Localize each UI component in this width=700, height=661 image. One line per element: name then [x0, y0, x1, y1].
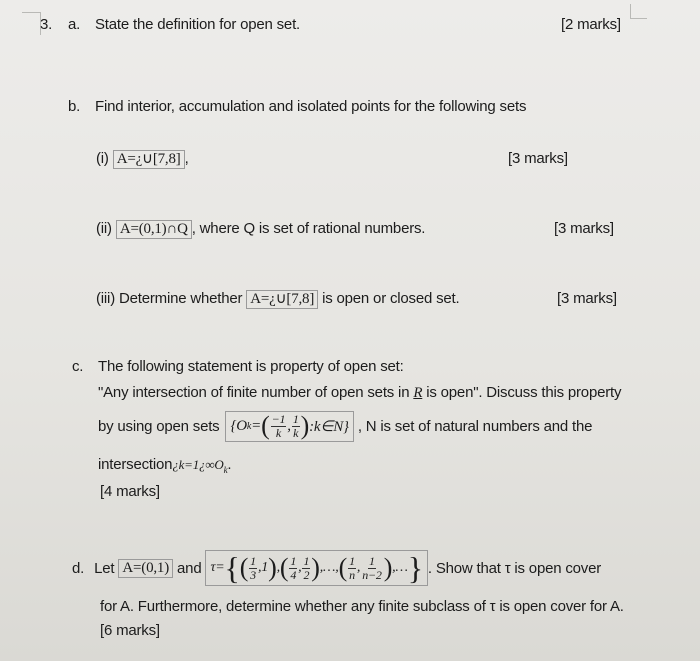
paren-2-close: ): [311, 553, 320, 582]
paren-open: (: [261, 411, 270, 440]
set-eq: =: [251, 417, 262, 434]
frac-1-n: [348, 555, 356, 582]
f5-num: 1: [369, 553, 375, 568]
paren-3-close: ): [383, 553, 393, 582]
frac1-den: k: [275, 425, 281, 440]
f5-den: n−2: [362, 567, 382, 582]
part-c-line2-b: is open". Discuss this property: [426, 384, 622, 401]
part-c-line4-a: intersection: [98, 456, 173, 473]
part-a-text: State the definition for open set.: [95, 16, 301, 33]
frac-1-3: [249, 555, 257, 582]
corner-mark-top-right: [630, 4, 647, 19]
set-right: :k∈N}: [309, 418, 349, 435]
dots-end: ,…: [392, 560, 408, 575]
part-b-i-row: [96, 150, 189, 169]
part-c-line1: The following statement is property of open set:: [98, 358, 404, 375]
fraction-neg-one-over-k: [271, 413, 287, 440]
part-b-iii-label: (iii): [96, 290, 115, 307]
part-c-label: c.: [72, 358, 84, 375]
tau-eq: τ=: [210, 560, 225, 575]
part-b-iii-expression: A=¿∪[7,8]: [246, 290, 318, 309]
paren-close: ): [300, 411, 310, 440]
f2-num: 1: [290, 553, 297, 568]
part-a-label: a.: [68, 16, 81, 33]
part-c-line2-a: "Any intersection of finite number of open sets in: [98, 384, 410, 401]
frac-1-4: [289, 555, 297, 582]
part-d-and: and: [177, 559, 202, 577]
part-b-i-marks: [3 marks]: [508, 150, 568, 167]
frac-1-2: [302, 555, 310, 582]
part-d-line1: [72, 548, 601, 588]
intersection-expression: ¿k=1¿∞O: [172, 457, 224, 472]
paren-3-open: (: [338, 553, 348, 582]
part-c-line2: [98, 384, 621, 402]
part-b-ii-text: , where Q is set of rational numbers.: [191, 220, 426, 237]
part-b-i-label: (i): [96, 150, 109, 167]
frac-1-n-minus-2: [361, 555, 383, 582]
part-a-marks: [2 marks]: [561, 16, 621, 33]
part-d-label: d.: [72, 559, 85, 577]
f3-den: 2: [303, 567, 310, 582]
frac1-num: −1: [271, 411, 286, 426]
part-c-line2-r: R: [413, 385, 423, 401]
brace-close: }: [407, 550, 423, 586]
f1-den: 3: [250, 567, 256, 582]
f1-num: 1: [250, 553, 256, 568]
set-sub: k: [246, 420, 252, 432]
part-d-show: . Show that τ is open cover: [427, 559, 602, 577]
part-c-line3: [98, 406, 592, 446]
intersection-sub: k: [223, 465, 228, 475]
part-c-line4: [98, 456, 231, 475]
set-left: {O: [230, 417, 247, 434]
part-b-ii-marks: [3 marks]: [554, 220, 614, 237]
fraction-one-over-k: [292, 413, 300, 440]
part-b-i-expression: A=¿∪[7,8]: [113, 150, 185, 169]
part-b-ii-expression: A=(0,1)∩Q: [116, 220, 192, 239]
part-b-iii-text-before: Determine whether: [118, 290, 243, 307]
frac2-num: 1: [292, 411, 299, 426]
f3-num: 1: [303, 553, 310, 568]
question-number: 3.: [40, 16, 53, 33]
part-c-line4-end: .: [227, 456, 232, 473]
part-b-label: b.: [68, 98, 81, 115]
part-b-i-suffix: ,: [184, 150, 189, 167]
part-d-line2: for A. Furthermore, determine whether any finite subclass of τ is open cover for A.: [100, 598, 624, 615]
t1: ,1: [257, 560, 269, 575]
dots: ,…,: [319, 560, 339, 575]
part-d-set-a: A=(0,1): [118, 559, 173, 578]
part-b-iii-row: [96, 290, 459, 309]
paren-1-close: ): [268, 553, 277, 582]
f4-den: n: [349, 567, 355, 582]
part-b-iii-text-after: is open or closed set.: [322, 290, 460, 307]
part-c-line3-a: by using open sets: [98, 417, 220, 435]
f2-den: 4: [290, 567, 297, 582]
corner-mark-top-left: [22, 12, 41, 35]
paren-2-open: (: [279, 553, 289, 582]
part-b-ii-label: (ii): [96, 220, 112, 237]
open-sets-expression: {O k = ( $\frac{-1}{k}$ , $\frac{1}{k}$ ) :k∈N}: [225, 411, 353, 442]
part-d-marks: [6 marks]: [100, 622, 160, 639]
part-b-text: Find interior, accumulation and isolated points for the following sets: [95, 98, 527, 115]
paren-1-open: (: [239, 553, 249, 582]
part-d-let: Let: [94, 559, 115, 577]
part-c-line3-b: , N is set of natural numbers and the: [357, 417, 593, 435]
part-c-marks: [4 marks]: [100, 483, 160, 500]
part-b-iii-marks: [3 marks]: [557, 290, 617, 307]
f4-num: 1: [349, 553, 355, 568]
frac2-den: k: [293, 425, 299, 440]
cover-tau-expression: τ= { ( $\frac{1}{3}$ ,1 ) , ( $\frac{1}{4}$ , $\frac{1}{2}$ ) ,…, ( $\frac{1}{n}$ , $\frac{1}{n-2}$ ) ,… }: [205, 550, 427, 586]
part-b-ii-row: [96, 220, 425, 239]
brace-open: {: [224, 550, 240, 586]
